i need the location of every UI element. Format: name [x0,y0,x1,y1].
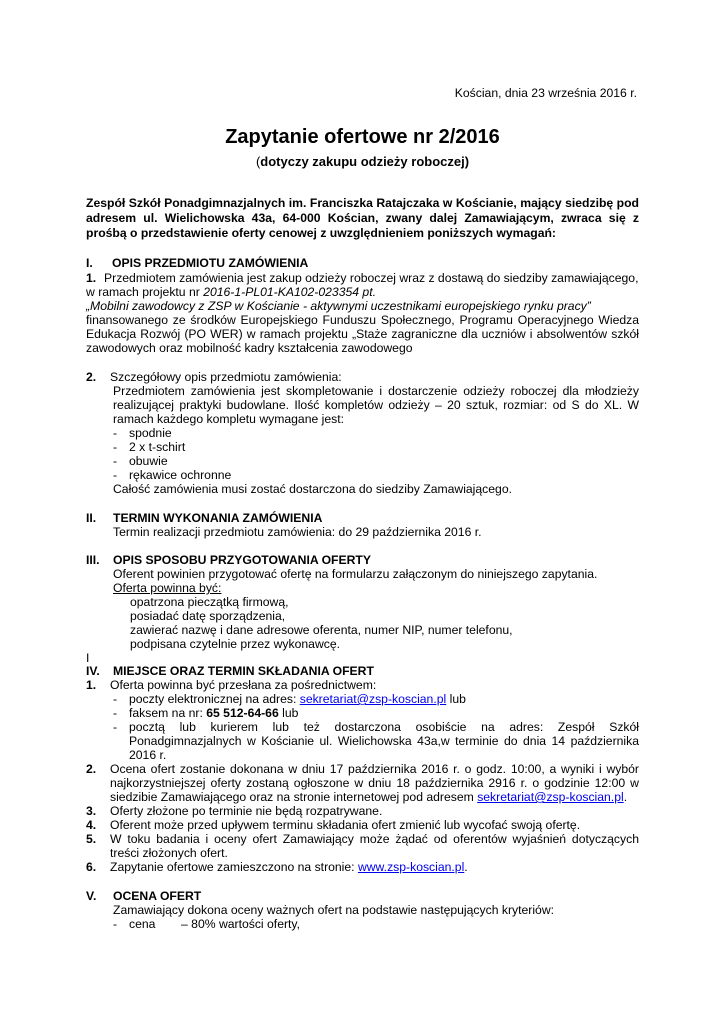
s1-p2-line-1: Przedmiotem zamówienia jest skompletowanie i dostarczenie odzieży roboczej dla młodzieży [113,384,639,398]
s1-p2-line-3: ramach każdego kompletu wymagane jest: [113,412,345,426]
s4-item-3-number: 3. [86,804,97,818]
section-2-text: Termin realizacji przedmiotu zamówienia: do 29 października 2016 r. [113,525,482,539]
list-item: - obuwie [113,454,168,468]
section-4-number: IV. [86,664,100,678]
list-item: - faksem na nr: 65 512-64-66 lub [113,706,299,720]
s4-post-line-2: Ponadgimnazjalnych w Kościanie ul. Wielichowska 43a,w terminie do dnia 14 października [129,734,639,748]
s1-p2-line-2: realizującej praktyki budowlane. Ilość kompletów odzieży – 20 sztuk, rozmiar: od S do XL. W [113,398,639,412]
section-3-subheading: Oferta powinna być: [113,581,222,595]
s1-p1-line-4: finansowanego ze środków Europejskiego Funduszu Społecznego, Programu Operacyjnego Wiedza [86,313,639,327]
s1-p2-number: 2. [86,370,97,384]
s4-item-5-line-2: treści złożonych ofert. [110,846,228,860]
s4-item-2-line-1: Ocena ofert zostanie dokonana w dniu 17 października 2016 r. o godz. 10:00, a wyniki i wybór [110,762,639,776]
s1-p2-end: Całość zamówienia musi zostać dostarczona do siedziby Zamawiającego. [113,482,512,496]
list-item: opatrzona pieczątką firmową, [130,595,289,609]
s1-p1-line-5: Edukacja Rozwój (PO WER) w ramach projektu „Staże zagraniczne dla uczniów i absolwentów szkół [86,327,639,341]
s4-item-3-text: Oferty złożone po terminie nie będą rozpatrywane. [110,804,383,818]
criterion-label: cena [129,917,156,931]
s4-item-6-text: Zapytanie ofertowe zamieszczono na stronie: www.zsp-koscian.pl. [110,860,468,874]
section-3-number: III. [86,553,100,567]
s1-p1-number: 1. [86,271,97,285]
s1-p2-heading: Szczegółowy opis przedmiotu zamówienia: [110,370,342,384]
criterion-row: - cena – 80% wartości oferty, [113,917,300,931]
list-item: - spodnie [113,426,172,440]
s1-p1-line-1: Przedmiotem zamówienia jest zakup odzieży roboczej wraz z dostawą do siedziby zamawiającego, [104,271,639,285]
section-5-text: Zamawiający dokona oceny ważnych ofert na podstawie następujących kryteriów: [113,903,555,917]
s4-item-6-number: 6. [86,860,97,874]
document-title: Zapytanie ofertowe nr 2/2016 [225,126,500,148]
section-5-heading: OCENA OFERT [113,889,202,903]
date-line: Kościan, dnia 23 września 2016 r. [454,86,637,100]
stray-character: I [86,651,90,665]
website-link[interactable]: www.zsp-koscian.pl [357,860,465,874]
s4-item-2-number: 2. [86,762,97,776]
section-1-number: I. [86,256,93,270]
email-link[interactable]: sekretariat@zsp-koscian.pl [477,790,624,804]
criterion-value: – 80% wartości oferty, [181,917,300,931]
s4-item-2-line-2: najkorzystniejszej oferty zostaną ogłoszone w dniu 18 października 2916 r. o godzinie 12:00 w [110,776,639,790]
list-item: - 2 x t-schirt [113,440,186,454]
fax-number: 65 512-64-66 [206,706,279,720]
list-item: - poczty elektronicznej na adres: sekretariat@zsp-koscian.pl lub [113,692,466,706]
document-subtitle: (dotyczy zakupu odzieży roboczej) [255,154,470,169]
s1-p1-line-6: zawodowych oraz mobilność kadry kształcenia zawodowego [86,341,413,355]
s4-item-1-text: Oferta powinna być przesłana za pośrednictwem: [110,678,377,692]
section-5-number: V. [86,889,97,903]
s4-item-5-line-1: W toku badania i oceny ofert Zamawiający może żądać od oferentów wyjaśnień dotyczących [110,832,639,846]
section-2-heading: TERMIN WYKONANIA ZAMÓWIENIA [113,511,323,525]
s4-item-5-number: 5. [86,832,97,846]
s4-item-2-line-3: siedzibie Zamawiającego oraz na stronie internetowej pod adresem sekretariat@zsp-koscian.pl. [110,790,628,804]
list-item: - [113,720,118,734]
list-item: podpisana czytelnie przez wykonawcę. [130,637,341,651]
intro-line-2: adresem ul. Wielichowska 43a, 64-000 Kościan, zwany dalej Zamawiającym, zwraca się z [86,211,639,225]
s4-item-4-text: Oferent może przed upływem terminu składania ofert zmienić lub wycofać swoją ofertę. [110,818,581,832]
s1-p1-line-2: w ramach projektu nr 2016-1-PL01-KA102-023354 pt. [86,285,376,299]
intro-line-1: Zespół Szkół Ponadgimnazjalnych im. Franciszka Ratajczaka w Kościanie, mający siedzibę pod [86,196,639,210]
section-1-heading: OPIS PRZEDMIOTU ZAMÓWIENIA [112,256,309,270]
list-item: zawierać nazwę i dane adresowe oferenta, numer NIP, numer telefonu, [130,623,513,637]
list-item: - rękawice ochronne [113,468,232,482]
s1-p1-line-3: „Mobilni zawodowcy z ZSP w Kościanie - aktywnymi uczestnikami europejskiego rynku pracy” [86,299,591,313]
list-item: posiadać datę sporządzenia, [130,609,286,623]
s4-item-4-number: 4. [86,818,97,832]
section-2-number: II. [86,511,97,525]
section-3-text: Oferent powinien przygotować ofertę na formularzu załączonym do niniejszego zapytania. [113,567,598,581]
s4-post-line-1: pocztą lub kurierem lub też dostarczona osobiście na adres: Zespół Szkół [129,720,639,734]
s4-post-line-3: 2016 r. [129,748,167,762]
intro-line-3: prośbą o przedstawienie oferty cenowej z uwzględnieniem poniższych wymagań: [86,226,556,240]
section-3-heading: OPIS SPOSOBU PRZYGOTOWANIA OFERTY [113,553,371,567]
email-link[interactable]: sekretariat@zsp-koscian.pl [299,692,447,706]
s4-item-1-number: 1. [86,678,97,692]
section-4-heading: MIEJSCE ORAZ TERMIN SKŁADANIA OFERT [113,664,374,678]
